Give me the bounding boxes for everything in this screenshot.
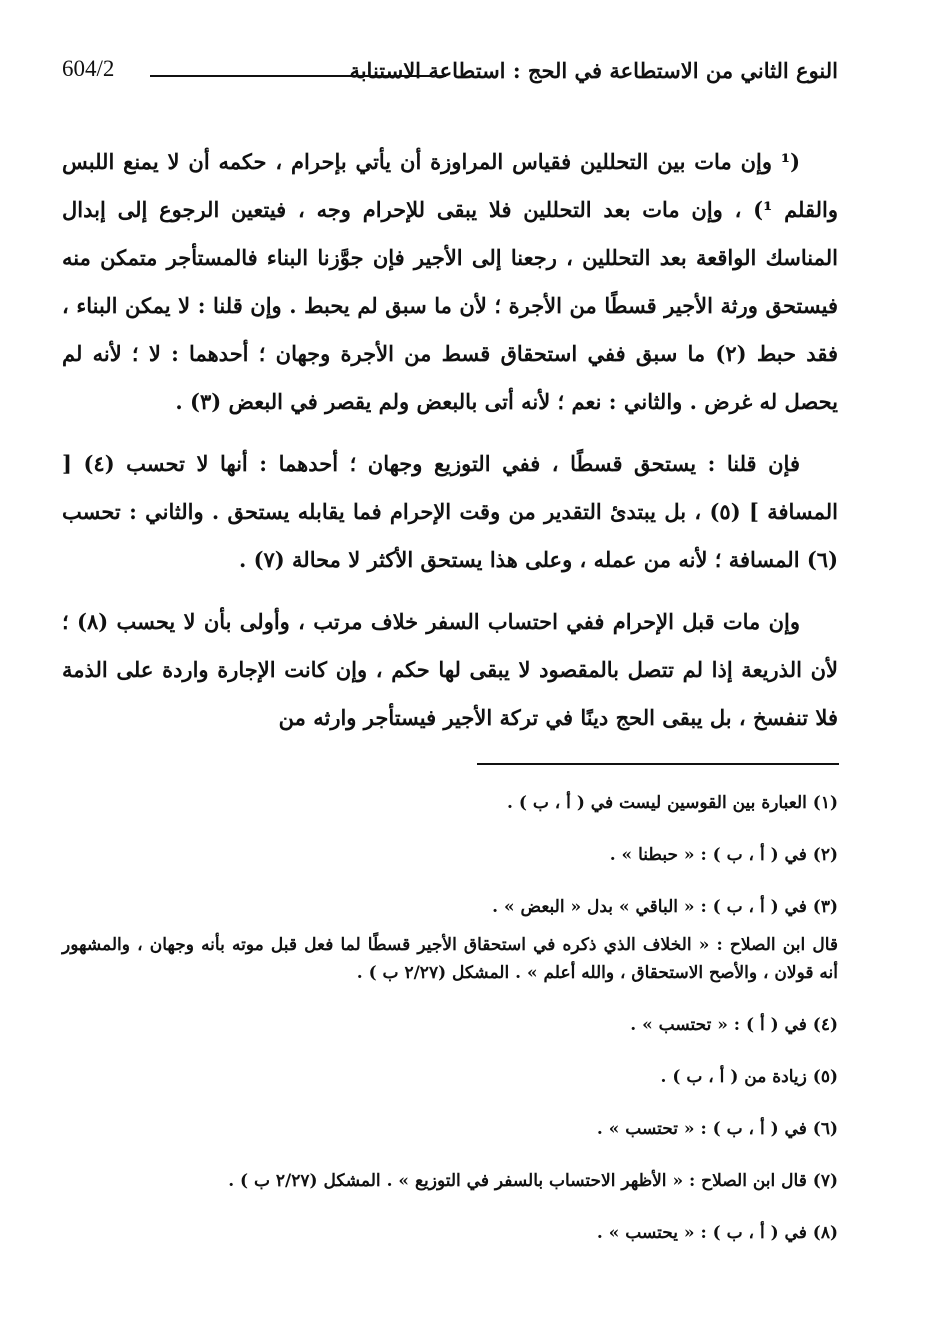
- footnote: (١) العبارة بين القوسين ليست في ( أ ، ب ) .: [507, 793, 838, 813]
- paragraph: فإن قلنا : يستحق قسطًا ، ففي التوزيع وجهان ؛ أحدهما : أنها لا تحسب (٤) [ المسافة ] (٥) ، بل يبتدئ التقدير من وقت الإحرام فما يقابله يستحق . والثاني : تحسب (٦) المسافة ؛ لأنه من عمله ، وعلى هذا يستحق الأكثر لا محالة (٧) .: [62, 451, 838, 572]
- footnotes: [62, 789, 838, 1271]
- page-number: 604/2: [62, 56, 115, 81]
- page-header: [62, 58, 838, 98]
- running-title: النوع الثاني من الاستطاعة في الحج : استطاعة الاستنابة: [349, 58, 838, 83]
- footnote: (٥) زيادة من ( أ ، ب ) .: [660, 1067, 838, 1087]
- header-rule: [150, 75, 446, 77]
- footnote: (٢) في ( أ ، ب ) : « حبطنا » .: [609, 845, 838, 865]
- footnote: (٧) قال ابن الصلاح : « الأظهر الاحتساب بالسفر في التوزيع » . المشكل (٢/٢٧ ب ) .: [228, 1171, 838, 1191]
- footnote: (٤) في ( أ ) : « تحتسب » .: [630, 1015, 838, 1035]
- paragraph: وإن مات قبل الإحرام ففي احتساب السفر خلاف مرتب ، وأولى بأن لا يحسب (٨) ؛ لأن الذريعة إذا لم تتصل بالمقصود لا يبقى لها حكم ، وإن كانت الإجارة واردة على الذمة فلا تنفسخ ، بل يبقى الحج دينًا في تركة الأجير فيستأجر وارثه من: [62, 609, 838, 730]
- footnote-separator: [477, 763, 839, 765]
- footnote: قال ابن الصلاح : « الخلاف الذي ذكره في استحقاق الأجير قسطًا لما فعل قبل موته بأنه وجهان ، والمشهور أنه قولان ، والأصح الاستحقاق ، والله أعلم » . المشكل (٢/٢٧ ب ) .: [62, 935, 838, 983]
- footnote: (٨) في ( أ ، ب ) : « يحتسب » .: [596, 1223, 838, 1243]
- main-text: [62, 138, 838, 742]
- footnote: (٣) في ( أ ، ب ) : « الباقي » بدل « البعض » .: [492, 897, 838, 917]
- footnote: (٦) في ( أ ، ب ) : « تحتسب » .: [596, 1119, 838, 1139]
- paragraph: (¹ وإن مات بين التحللين فقياس المراوزة أن يأتي بإحرام ، حكمه أن لا يمنع اللبس والقلم ¹) ، وإن مات بعد التحللين فلا يبقى للإحرام وجه ، فيتعين الرجوع إلى إبدال المناسك الواقعة بعد التحللين ، رجعنا إلى الأجير فإن جوَّزنا البناء فالمستأجر متمكن منه فيستحق ورثة الأجير قسطًا من الأجرة ؛ لأن ما سبق لم يحبط . وإن قلنا : لا يمكن البناء ، فقد حبط (٢) ما سبق ففي استحقاق قسط من الأجرة وجهان ؛ أحدهما : لا ؛ لأنه لم يحصل له غرض . والثاني : نعم ؛ لأنه أتى بالبعض ولم يقصر في البعض (٣) .: [62, 149, 838, 414]
